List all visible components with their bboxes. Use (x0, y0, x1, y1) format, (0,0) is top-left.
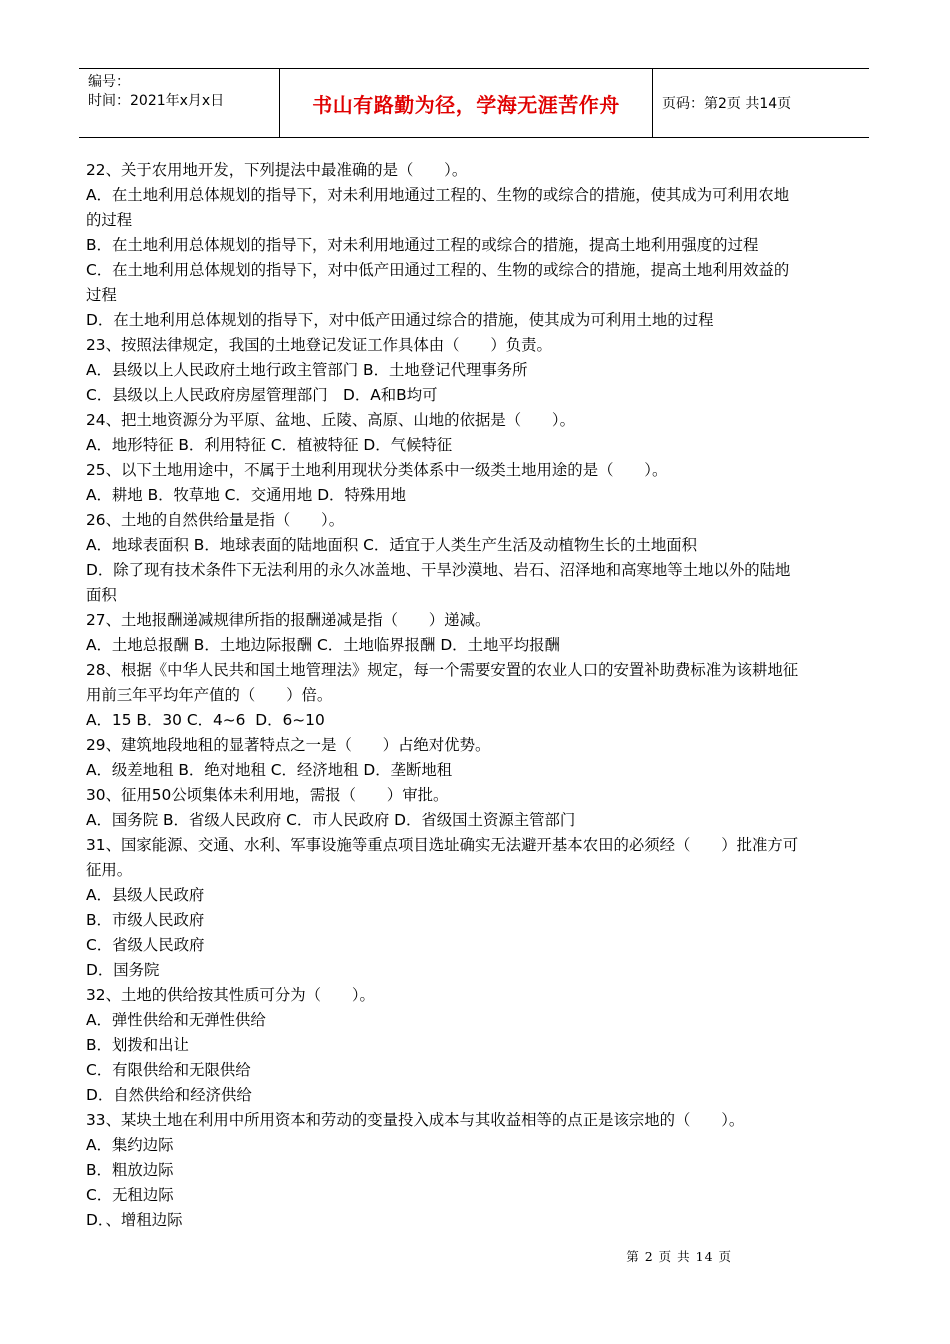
text-line: 征用。 (86, 861, 133, 879)
text-line: D．、增租边际 (86, 1211, 183, 1229)
text-line: D．除了现有技术条件下无法利用的永久冰盖地、干旱沙漠地、岩石、沼泽地和高寒地等土地以外的陆地 (86, 561, 791, 579)
text-line: 33、某块土地在利用中所用资本和劳动的变量投入成本与其收益相等的点正是该宗地的（ ）。 (86, 1111, 745, 1129)
text-line: C．省级人民政府 (86, 936, 205, 954)
page-header (79, 68, 869, 138)
text-line: B．在土地利用总体规划的指导下，对未利用地通过工程的或综合的措施，提高土地利用强度的过程 (86, 236, 759, 254)
text-line: 26、土地的自然供给量是指（ ）。 (86, 511, 345, 529)
text-line: 23、按照法律规定，我国的土地登记发证工作具体由（ ）负责。 (86, 336, 552, 354)
header-motto: 书山有路勤为径，学海无涯苦作舟 (280, 69, 653, 137)
text-line: 22、关于农用地开发，下列提法中最准确的是（ ）。 (86, 161, 468, 179)
text-line: A．级差地租 B．绝对地租 C．经济地租 D．垄断地租 (86, 761, 453, 779)
text-line: 28、根据《中华人民共和国土地管理法》规定，每一个需要安置的农业人口的安置补助费标准为该耕地征 (86, 661, 799, 679)
header-page-label: 页码：第2页 共14页 (662, 96, 792, 112)
text-line: 31、国家能源、交通、水利、军事设施等重点项目选址确实无法避开基本农田的必须经（ ）批准方可 (86, 836, 799, 854)
text-line: A．地球表面积 B．地球表面的陆地面积 C．适宜于人类生产生活及动植物生长的土地面积 (86, 536, 698, 554)
text-line: 25、以下土地用途中，不属于土地利用现状分类体系中一级类土地用途的是（ ）。 (86, 461, 668, 479)
text-line: C．县级以上人民政府房屋管理部门 D．A和B均可 (86, 386, 438, 404)
text-line: 27、土地报酬递减规律所指的报酬递减是指（ ）递减。 (86, 611, 491, 629)
text-line: B．市级人民政府 (86, 911, 205, 929)
text-line: B．划拨和出让 (86, 1036, 189, 1054)
text-line: A．在土地利用总体规划的指导下，对未利用地通过工程的、生物的或综合的措施，使其成为可利用农地 (86, 186, 790, 204)
text-line: A．集约边际 (86, 1136, 174, 1154)
text-line: A．弹性供给和无弹性供给 (86, 1011, 266, 1029)
number-label: 编号： (88, 74, 130, 90)
text-line: A．国务院 B．省级人民政府 C．市人民政府 D．省级国土资源主管部门 (86, 811, 576, 829)
text-line: A．耕地 B．牧草地 C．交通用地 D．特殊用地 (86, 486, 407, 504)
text-line: A．县级人民政府 (86, 886, 205, 904)
text-line: D．在土地利用总体规划的指导下，对中低产田通过综合的措施，使其成为可利用土地的过程 (86, 311, 714, 329)
text-line: 用前三年平均年产值的（ ）倍。 (86, 686, 333, 704)
page-footer: 第 2 页 共 14 页 (626, 1249, 732, 1264)
text-line: A．县级以上人民政府土地行政主管部门 B．土地登记代理事务所 (86, 361, 528, 379)
document-body (86, 158, 870, 1233)
text-line: 过程 (86, 286, 117, 304)
text-line: B．粗放边际 (86, 1161, 174, 1179)
text-line: 32、土地的供给按其性质可分为（ ）。 (86, 986, 375, 1004)
text-line: C．在土地利用总体规划的指导下，对中低产田通过工程的、生物的或综合的措施，提高土地利用效益的 (86, 261, 790, 279)
text-line: 29、建筑地段地租的显著特点之一是（ ）占绝对优势。 (86, 736, 491, 754)
text-line: A．15 B．30 C．4~6 D．6~10 (86, 711, 325, 729)
text-line: A．土地总报酬 B．土地边际报酬 C．土地临界报酬 D．土地平均报酬 (86, 636, 560, 654)
text-line: C．有限供给和无限供给 (86, 1061, 251, 1079)
text-line: 面积 (86, 586, 117, 604)
header-meta (79, 69, 280, 137)
text-line: C．无租边际 (86, 1186, 174, 1204)
text-line: 30、征用50公顷集体未利用地，需报（ ）审批。 (86, 786, 449, 804)
text-line: D．自然供给和经济供给 (86, 1086, 252, 1104)
text-line: D．国务院 (86, 961, 160, 979)
text-line: A．地形特征 B．利用特征 C．植被特征 D．气候特征 (86, 436, 453, 454)
text-line: 24、把土地资源分为平原、盆地、丘陵、高原、山地的依据是（ ）。 (86, 411, 575, 429)
time-label: 时间：2021年x月x日 (88, 93, 225, 109)
text-line: 的过程 (86, 211, 133, 229)
